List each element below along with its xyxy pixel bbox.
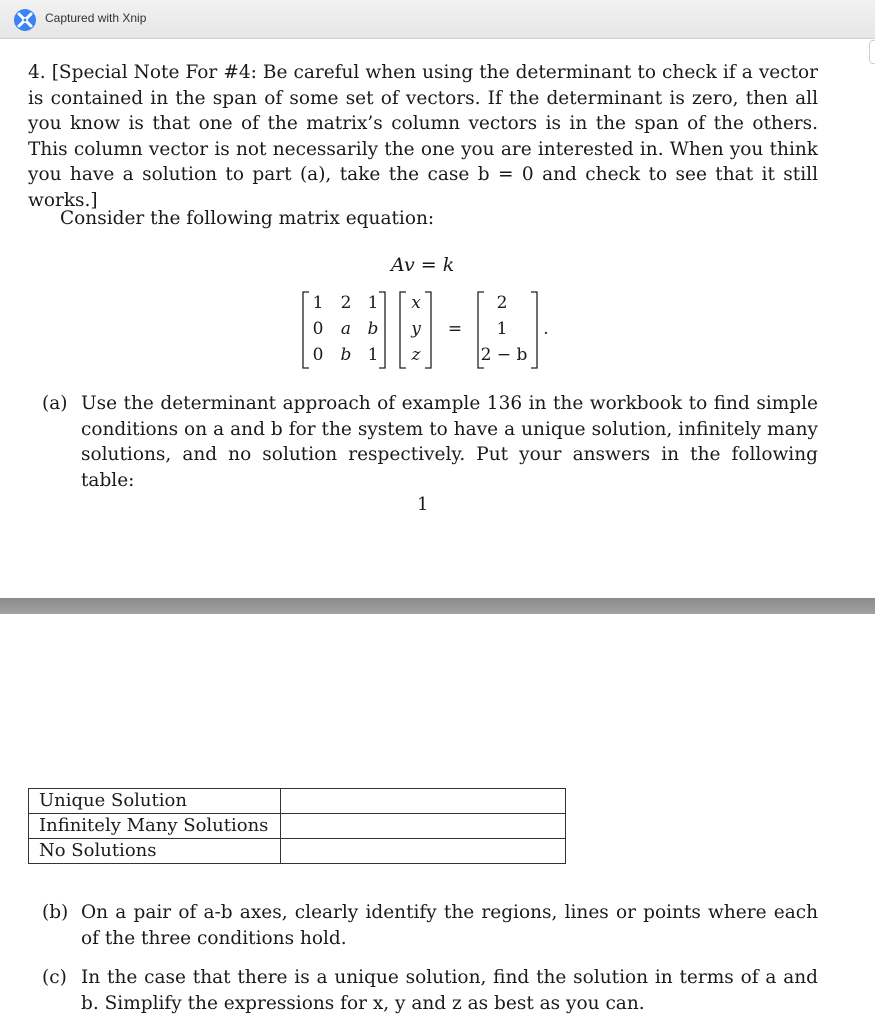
side-handle[interactable] [869, 40, 875, 64]
table-row [29, 839, 566, 864]
part-b-label: (b) [42, 902, 69, 923]
app-label: Captured with Xnip [45, 11, 147, 25]
page-separator [0, 598, 875, 614]
table-row [29, 814, 566, 839]
equation-op: = [420, 254, 437, 276]
row-label: Unique Solution [29, 789, 281, 814]
part-c-text: In the case that there is a unique solution, find the solution in terms of a and b. Simplify the expressions for x, y and z as best as you can. [81, 967, 818, 1014]
page-number: 1 [417, 494, 429, 515]
vector-k-cell: 2 − b [480, 345, 528, 365]
part-b-text: On a pair of a-b axes, clearly identify the regions, lines or points where each of the three conditions hold. [81, 902, 818, 949]
vector-v-cell: x [411, 293, 421, 313]
matrix-a-cell: 2 [340, 293, 352, 313]
matrix-a-cell: 0 [312, 319, 324, 339]
part-a-label: (a) [42, 393, 68, 414]
equals-sign: = [447, 319, 463, 339]
equation-period: . [543, 319, 549, 339]
matrix-a-cell: 1 [312, 293, 324, 313]
answer-cell[interactable] [281, 789, 566, 814]
matrix-a-cell: 1 [367, 293, 379, 313]
vector-k-cell: 1 [496, 319, 508, 339]
answer-cell[interactable] [281, 814, 566, 839]
consider-text: Consider the following matrix equation: [60, 208, 435, 229]
table-row [29, 789, 566, 814]
problem-intro: 4. [Special Note For #4: Be careful when using the determinant to check if a vector is contained in the span of some set of vectors. If the determinant is zero, then all you know is that one of the matrix’s column vectors is in the span of the others. This column vector is not necessarily the one you are interested in. When you think you have a solution to part (a), take the case b = 0 and check to see that it still works.] [28, 62, 818, 211]
answer-cell[interactable] [281, 839, 566, 864]
part-b [42, 900, 818, 951]
row-label: No Solutions [29, 839, 281, 864]
equation-av-k [391, 254, 454, 276]
row-label: Infinitely Many Solutions [29, 814, 281, 839]
part-a-text: Use the determinant approach of example 136 in the workbook to find simple conditions on a and b for the system to have a unique solution, infinitely many solutions, and no solution respectively. Put your answers in the following table: [81, 393, 818, 491]
matrix-a-cell: 0 [312, 345, 324, 365]
matrix-a-cell: b [340, 345, 352, 365]
part-a [42, 391, 818, 493]
part-c [42, 965, 818, 1016]
matrix-a-cell: 1 [367, 345, 379, 365]
vector-v-cell: z [411, 345, 421, 365]
matrix-a-cell: a [340, 319, 352, 339]
vector-k-cell: 2 [496, 293, 508, 313]
capture-titlebar [0, 0, 875, 39]
conditions-table [28, 788, 566, 864]
matrix-a-cell: b [367, 319, 379, 339]
xnip-logo-icon [13, 8, 37, 32]
matrix-equation [300, 290, 560, 372]
part-c-label: (c) [42, 967, 67, 988]
vector-v-cell: y [411, 319, 421, 339]
equation-lhs: Av [391, 254, 415, 276]
equation-rhs: k [442, 254, 455, 276]
